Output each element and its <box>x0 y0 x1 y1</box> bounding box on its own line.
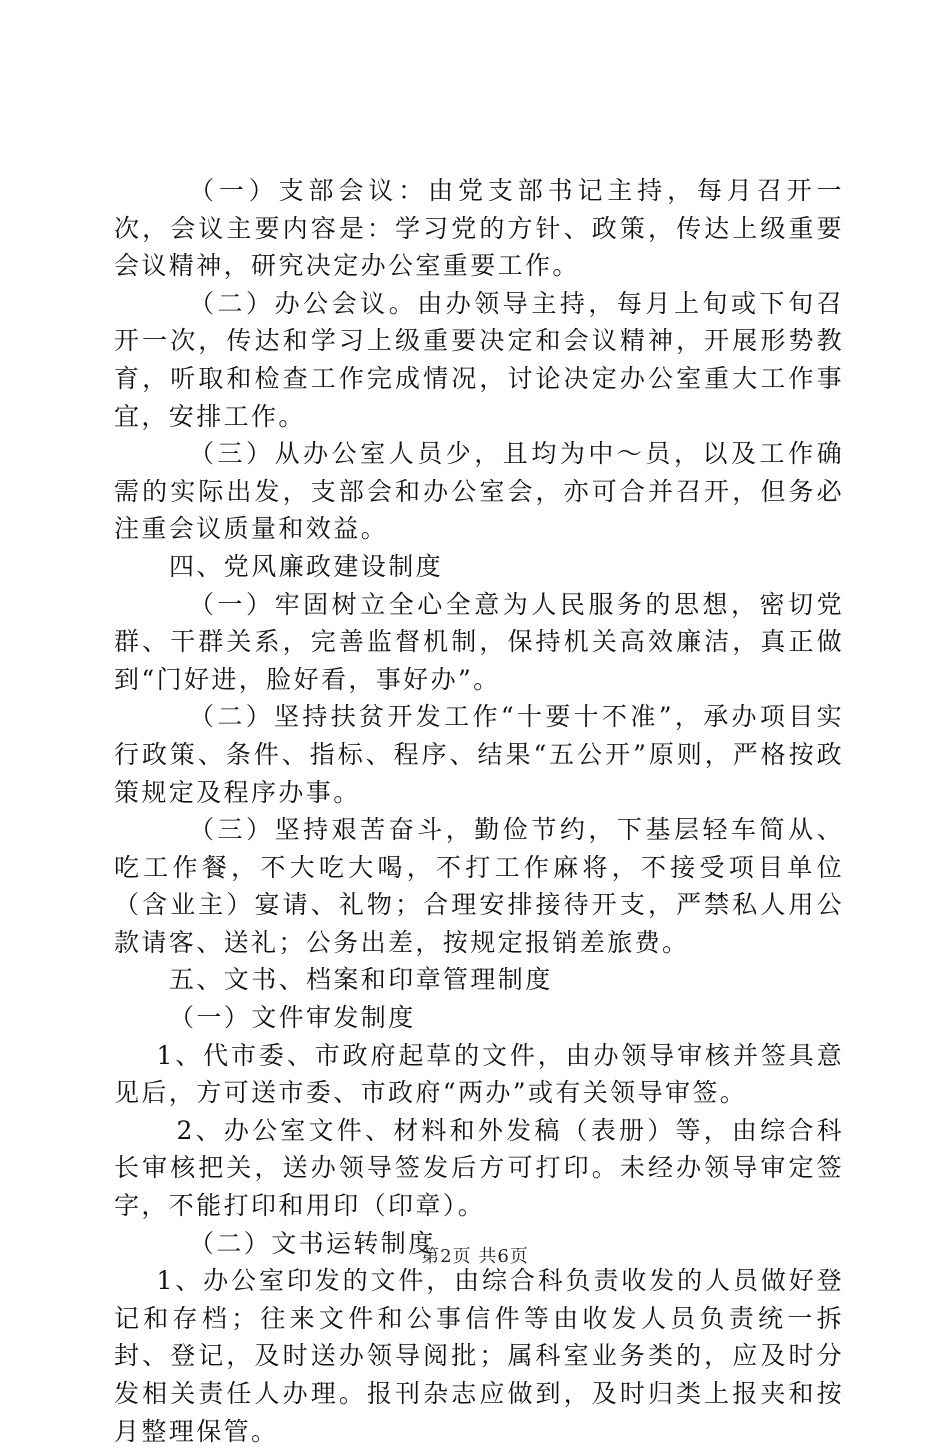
paragraph-circulation-1: 1、办公室印发的文件，由综合科负责收发的人员做好登记和存档；往来文件和公事信件等由收发人员负责统一拆封、登记，及时送办领导阅批；属科室业务类的，应及时分发相关责任人办理。报刊杂志应做到，及时归类上报夹和按月整理保管。 <box>114 1266 844 1446</box>
paragraph-approval-2: 2、办公室文件、材料和外发稿（表册）等，由综合科长审核把关，送办领导签发后方可打印。未经办领导审定签字，不能打印和用印（印章）。 <box>114 1115 844 1221</box>
paragraph-office-meeting: （二）办公会议。由办领导主持，每月上旬或下旬召开一次，传达和学习上级重要决定和会议精神，开展形势教育，听取和检查工作完成情况，讨论决定办公室重大工作事宜，安排工作。 <box>114 288 844 431</box>
page-number-footer: 第2页 共6页 <box>421 1246 529 1267</box>
subheading-document-approval: （一）文件审发制度 <box>169 1003 416 1033</box>
paragraph-branch-meeting: （一）支部会议：由党支部书记主持，每月召开一次，会议主要内容是：学习党的方针、政策，传达上级重要会议精神，研究决定办公室重要工作。 <box>114 176 844 281</box>
paragraph-integrity-2: （二）坚持扶贫开发工作“十要十不准”，承办项目实行政策、条件、指标、程序、结果“五公开”原则，严格按政策规定及程序办事。 <box>114 702 844 807</box>
paragraph-approval-1: 1、代市委、市政府起草的文件，由办领导审核并签具意见后，方可送市委、市政府“两办”或有关领导审签。 <box>114 1040 844 1108</box>
subheading-document-circulation: （二）文书运转制度 <box>189 1228 436 1258</box>
paragraph-integrity-3: （三）坚持艰苦奋斗，勤俭节约，下基层轻车简从、吃工作餐，不大吃大喝，不打工作麻将，不接受项目单位（含业主）宴请、礼物；合理安排接待开支，严禁私人用公款请客、送礼；公务出差，按规定报销差旅费。 <box>114 815 844 957</box>
section-heading-integrity: 四、党风廉政建设制度 <box>169 551 444 581</box>
paragraph-integrity-1: （一）牢固树立全心全意为人民服务的思想，密切党群、干群关系，完善监督机制，保持机关高效廉洁，真正做到“门好进，脸好看，事好办”。 <box>114 589 844 694</box>
paragraph-combined-meeting: （三）从办公室人员少，且均为中～员，以及工作确需的实际出发，支部会和办公室会，亦可合并召开，但务必注重会议质量和效益。 <box>114 439 844 544</box>
section-heading-documents: 五、文书、档案和印章管理制度 <box>169 965 553 995</box>
